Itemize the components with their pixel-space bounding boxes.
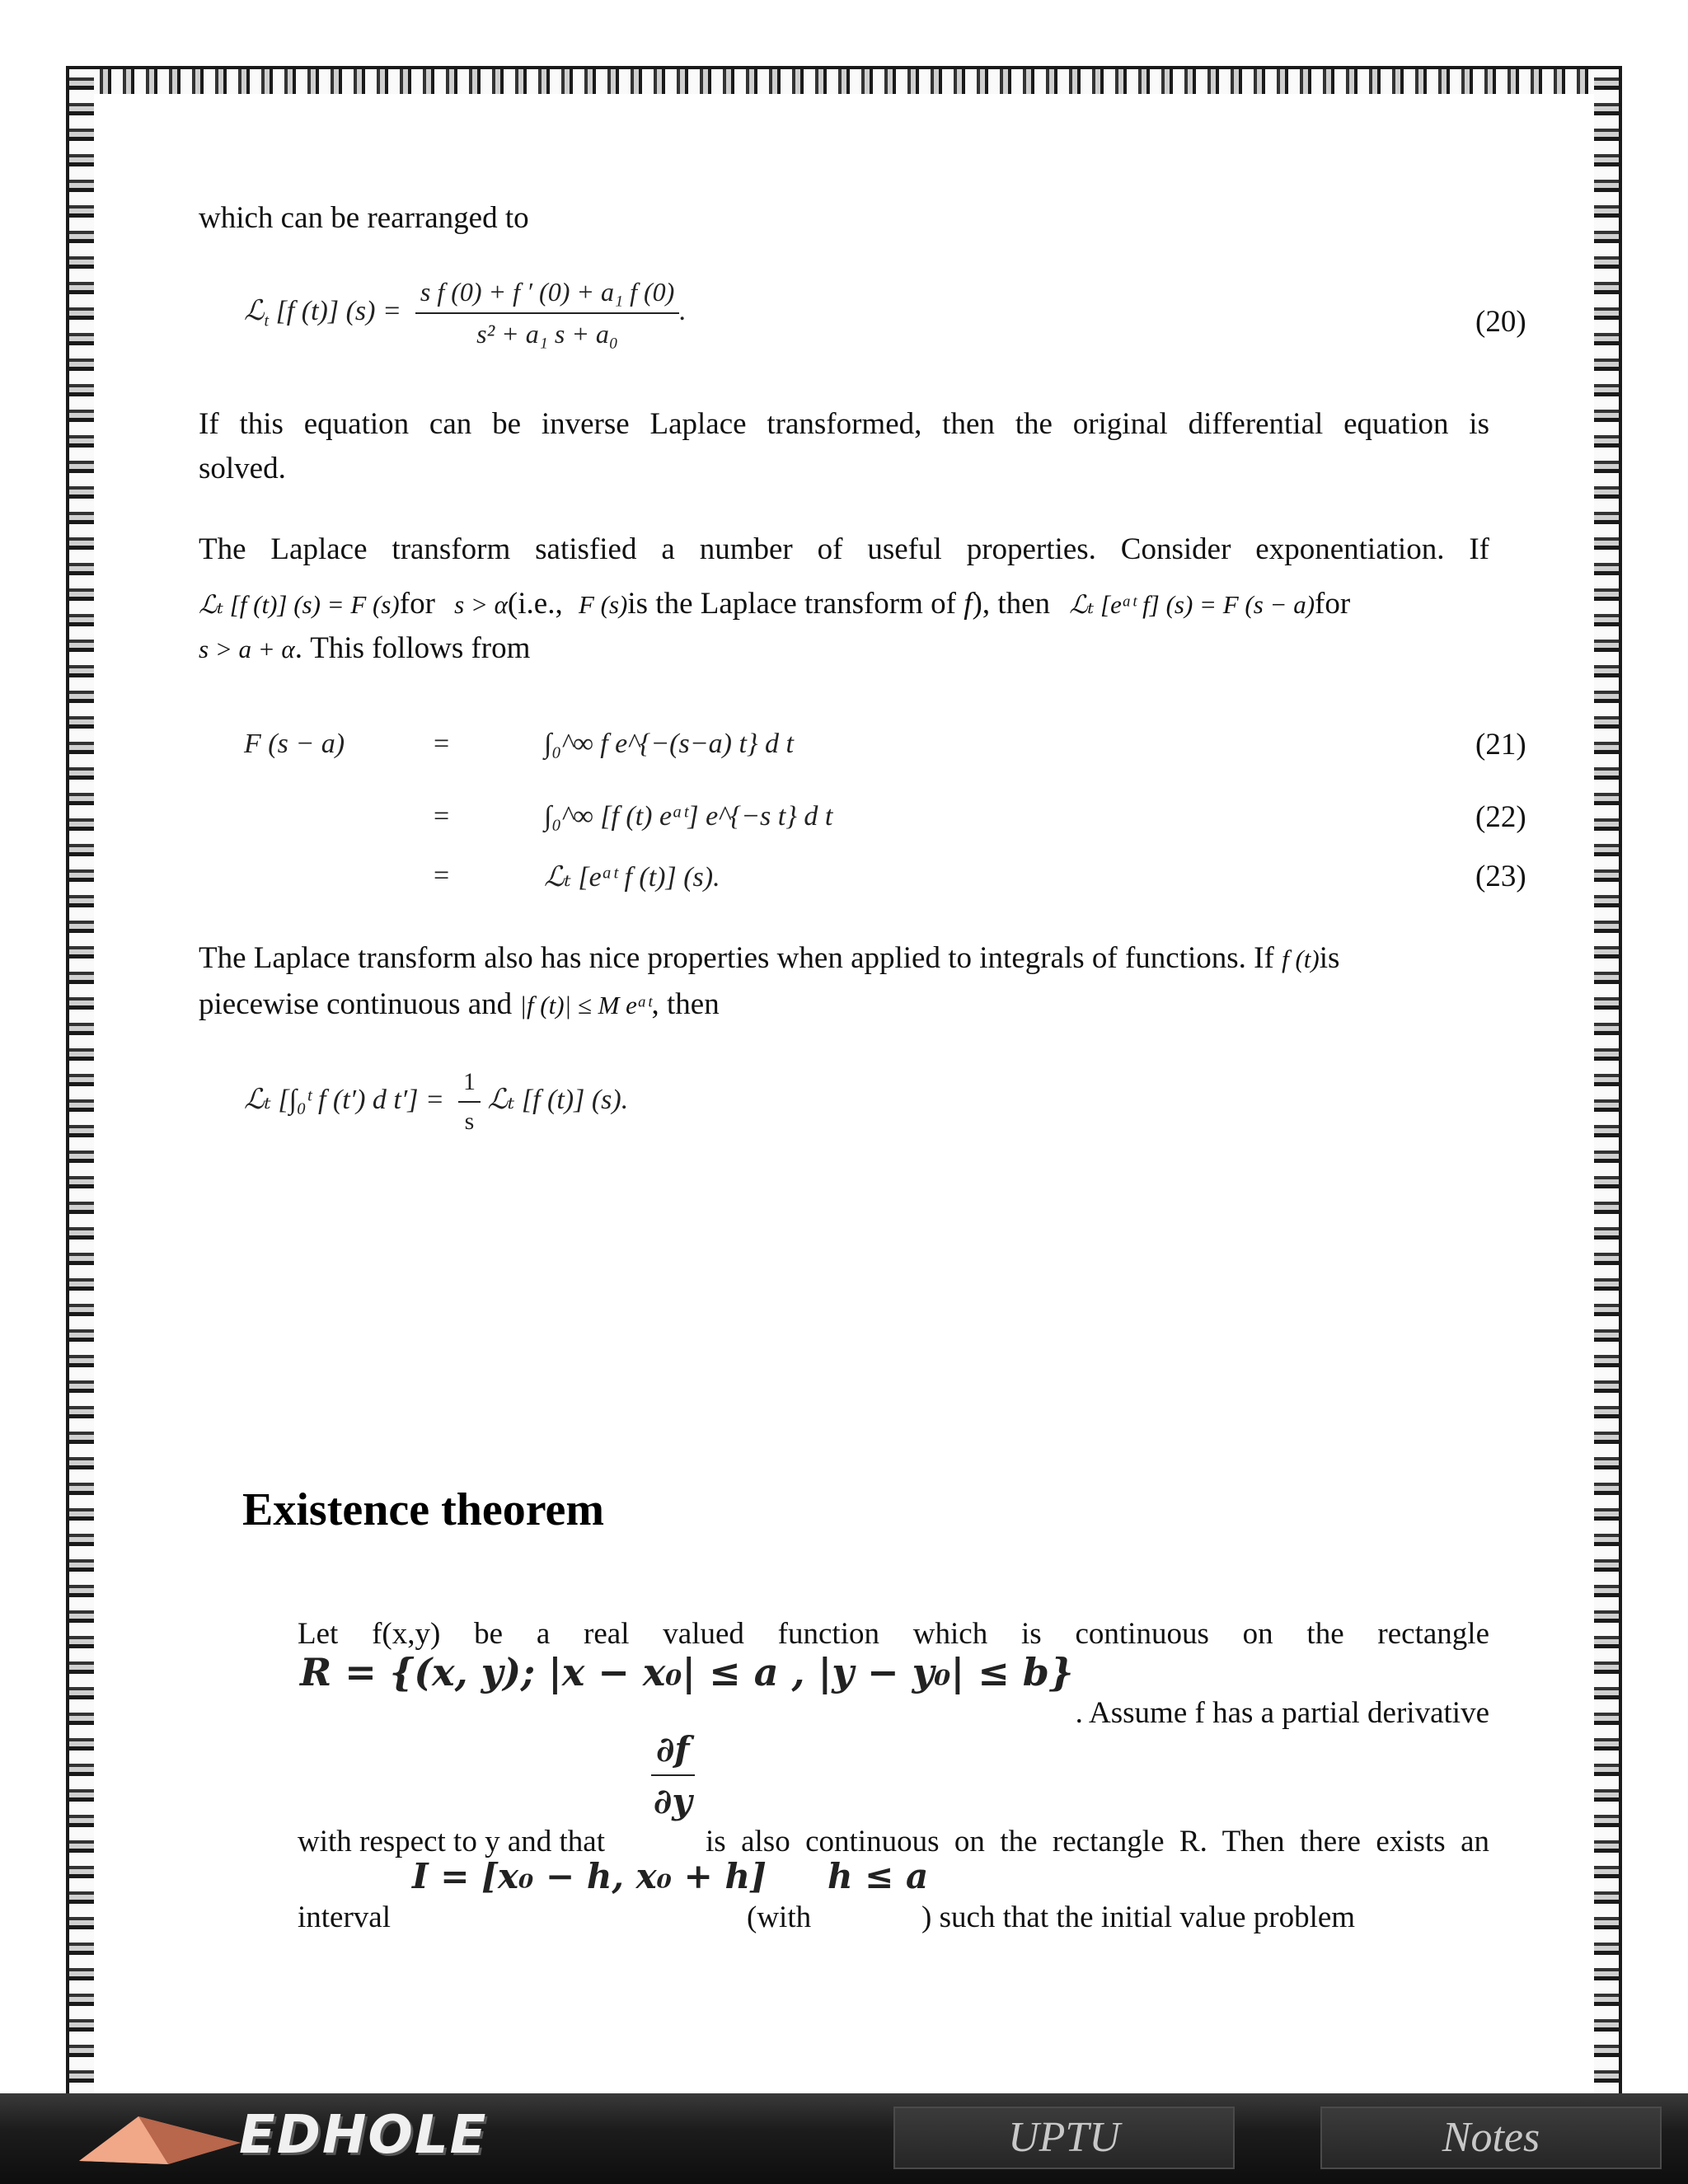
paragraph-inverse-line1: If this equation can be inverse Laplace transformed, then the original differential equation is	[199, 407, 1489, 441]
eq21-lhs: F (s − a)	[244, 729, 345, 759]
interval-formula: I = [x₀ − h, x₀ + h]	[412, 1856, 767, 1896]
h-condition: h ≤ a	[828, 1856, 929, 1896]
eq21-equals: =	[434, 729, 450, 759]
paragraph-properties-line1: The Laplace transform satisfied a number of useful properties. Consider exponentiation. If	[199, 532, 1489, 566]
border-right	[1594, 69, 1619, 2097]
with-text: (with	[747, 1900, 812, 1934]
theorem-line3b: is also continuous on the rectangle R. Then there exists an	[706, 1825, 1489, 1858]
eq23-equals: =	[434, 860, 450, 891]
equation-20: ℒ$_t$ [f (t)] (s) = $\frac{\text{s f (0) + f ′ (0) + a₁ f (0)}}{\text{s² + a₁ s + a₀}}$ .	[244, 277, 687, 349]
eq22-equals: =	[434, 801, 450, 832]
integral-frac-denominator: s	[464, 1108, 475, 1135]
theorem-line4-end: ) such that the initial value problem	[921, 1900, 1356, 1934]
theorem-line3a: with respect to y and that	[298, 1825, 605, 1858]
eq21-number: (21)	[1475, 728, 1526, 762]
eq20-number: (20)	[1475, 305, 1526, 339]
paragraph-rearranged: which can be rearranged to	[199, 201, 529, 235]
eq23-number: (23)	[1475, 860, 1526, 893]
paragraph-integrals-line1: The Laplace transform also has nice properties when applied to integrals of functions. If f (t)is	[199, 941, 1340, 975]
integral-equation: ℒₜ [∫₀ᵗ f (t′) d t′] = $\frac{1}{s}$ ℒₜ [f (t)] (s).	[244, 1068, 629, 1135]
rectangle-formula: R = {(x, y); |x − x₀| ≤ a , |y − y₀| ≤ b}	[300, 1650, 1074, 1694]
paragraph-properties-line3: s > a + α. This follows from	[199, 631, 531, 665]
notes-button[interactable]: Notes	[1320, 2107, 1662, 2169]
section-heading: Existence theorem	[242, 1484, 605, 1535]
eq21-rhs: ∫₀^∞ f e^{−(s−a) t} d t	[544, 729, 794, 759]
partial-derivative: $\frac{\partial f}{\partial y}$	[651, 1729, 695, 1821]
interval-word: interval	[298, 1900, 392, 1934]
eq22-rhs: ∫₀^∞ [f (t) eᵃᵗ] e^{−s t} d t	[544, 801, 833, 832]
paragraph-properties-line2: ℒₜ [f (t)] (s) = F (s)for s > α(i.e., F (s)is the Laplace transform of f), then ℒₜ [eᵃᵗ f] (s) = F (s − a)for	[199, 587, 1351, 621]
paragraph-integrals-line2: piecewise continuous and |f (t)| ≤ M eᵃᵗ, then	[199, 987, 720, 1021]
eq23-rhs: ℒₜ [eᵃᵗ f (t)] (s).	[544, 862, 720, 893]
theorem-line2: . Assume f has a partial derivative	[1075, 1696, 1489, 1730]
theorem-line1: Let f(x,y) be a real valued function which is continuous on the rectangle	[298, 1617, 1489, 1651]
eq20-denominator: s² + a₁ s + a₀	[476, 319, 619, 349]
border-left	[69, 69, 94, 2097]
eq22-number: (22)	[1475, 800, 1526, 834]
paragraph-inverse-line2: solved.	[199, 452, 286, 485]
eq20-numerator: s f (0) + f ′ (0) + a₁ f (0)	[415, 277, 679, 314]
pyramid-logo-icon	[79, 2110, 244, 2168]
edhole-logo[interactable]: EDHOLE	[239, 2105, 488, 2166]
border-top	[69, 69, 1619, 94]
uptu-button[interactable]: UPTU	[893, 2107, 1235, 2169]
integral-frac-numerator: 1	[458, 1068, 481, 1103]
